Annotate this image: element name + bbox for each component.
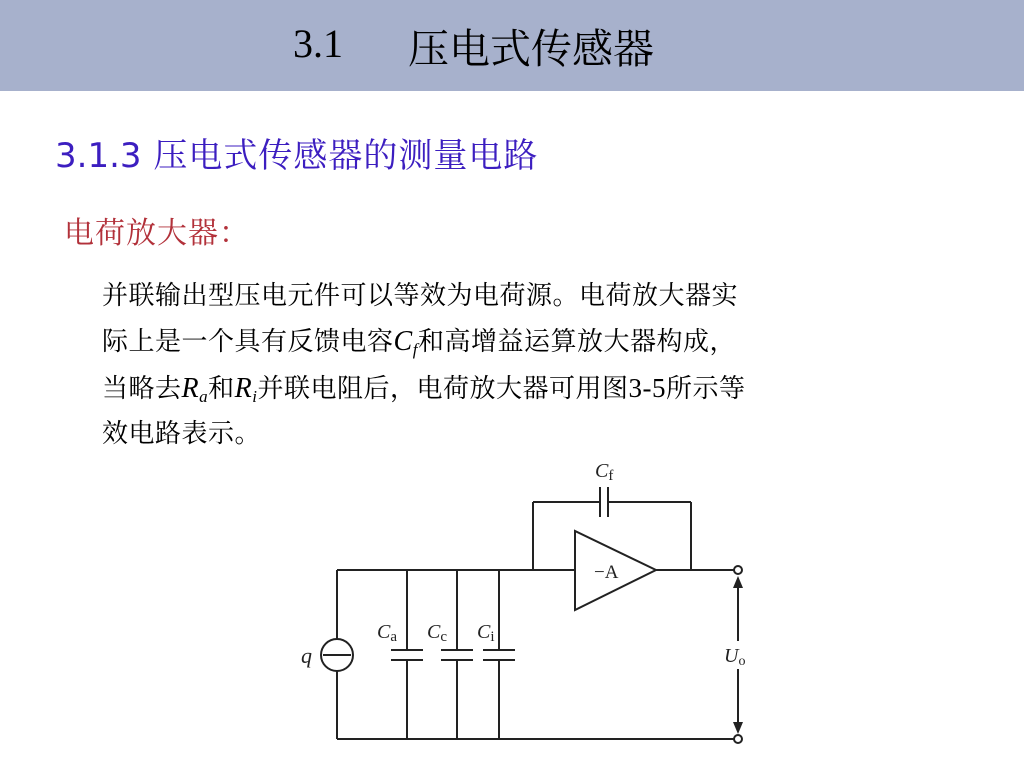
section-heading — [55, 128, 538, 177]
symbol-r: R — [181, 373, 200, 404]
arrow-down-icon — [733, 722, 743, 734]
text-span: 际上是一个具有反馈电容 — [102, 327, 394, 357]
text-span: 和 — [208, 374, 235, 404]
text-span: 和高增益运算放大器构成， — [417, 327, 736, 357]
ca-symbol: C — [377, 621, 391, 643]
symbol-r: R — [234, 373, 253, 404]
cf-label — [595, 460, 613, 484]
section-title: 压电式传感器的测量电路 — [153, 136, 539, 176]
ca-label — [377, 621, 397, 645]
title-bar — [0, 0, 1024, 91]
cc-label — [427, 621, 447, 645]
symbol-subscript: f — [412, 340, 418, 359]
output-terminal-icon — [734, 566, 742, 574]
uo-symbol: U — [724, 645, 739, 667]
symbol-subscript: i — [252, 387, 258, 406]
title-number: 3.1 — [293, 21, 343, 66]
symbol-c: C — [393, 326, 413, 357]
uo-subscript: o — [738, 654, 746, 669]
section-number: 3.1.3 — [55, 136, 142, 176]
text-span: 并联电阻后，电荷放大器可用图 — [257, 374, 629, 404]
paragraph-line-1: 并联输出型压电元件可以等效为电荷源。电荷放大器实 — [102, 281, 739, 311]
ci-subscript: i — [490, 629, 495, 645]
charge-amplifier-circuit — [290, 455, 760, 755]
text-span: 当略去 — [102, 374, 182, 404]
figure-reference: 3-5 — [628, 373, 666, 403]
ground-terminal-icon — [734, 735, 742, 743]
cf-symbol: C — [595, 460, 609, 482]
cc-subscript: c — [440, 629, 448, 645]
ca-subscript: a — [390, 629, 398, 645]
text-span: 所示等 — [666, 374, 746, 404]
symbol-subscript: a — [199, 387, 209, 406]
cf-subscript: f — [608, 468, 614, 484]
body-paragraph — [102, 273, 942, 457]
paragraph-line-4: 效电路表示。 — [102, 419, 262, 449]
amp-gain-label: −A — [594, 562, 619, 583]
paragraph-line-2 — [102, 319, 942, 365]
cc-symbol: C — [427, 621, 441, 643]
subsection-heading: 电荷放大器： — [64, 216, 250, 251]
paragraph-line-3 — [102, 365, 942, 411]
ci-label — [477, 621, 495, 645]
output-voltage-label — [724, 645, 745, 669]
source-label: q — [301, 643, 312, 668]
ci-symbol: C — [477, 621, 491, 643]
page-title: 压电式传感器 — [408, 25, 654, 73]
arrow-up-icon — [733, 576, 743, 588]
